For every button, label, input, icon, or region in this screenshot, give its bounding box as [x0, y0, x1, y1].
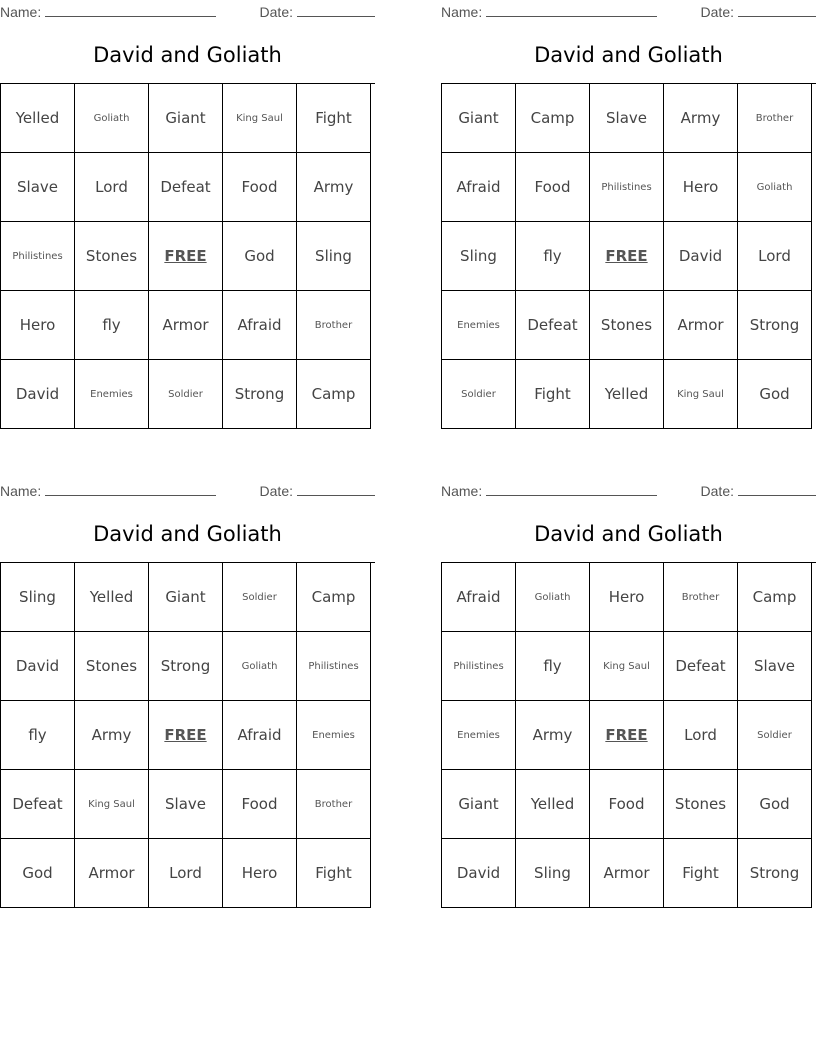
date-field: [260, 481, 375, 499]
bingo-cell: Brother: [297, 770, 371, 839]
date-blank-line: [738, 481, 816, 496]
bingo-cell: Enemies: [442, 701, 516, 770]
bingo-cell: Sling: [516, 839, 590, 908]
bingo-cell: Fight: [664, 839, 738, 908]
bingo-cell: Food: [516, 153, 590, 222]
bingo-cell: God: [738, 360, 812, 429]
bingo-cell: Philistines: [297, 632, 371, 701]
bingo-card: [0, 479, 375, 908]
name-field: [0, 481, 216, 499]
bingo-cell: Sling: [297, 222, 371, 291]
bingo-cell: Goliath: [738, 153, 812, 222]
bingo-cell: King Saul: [664, 360, 738, 429]
bingo-cell: David: [664, 222, 738, 291]
card-header: [0, 479, 375, 501]
name-blank-line: [486, 481, 657, 496]
bingo-cell: Yelled: [75, 563, 149, 632]
bingo-cell: Strong: [738, 839, 812, 908]
bingo-cell: Stones: [664, 770, 738, 839]
bingo-cell: King Saul: [590, 632, 664, 701]
bingo-cell: David: [1, 360, 75, 429]
bingo-cell: Army: [75, 701, 149, 770]
bingo-cell: David: [442, 839, 516, 908]
bingo-cell: Defeat: [149, 153, 223, 222]
name-blank-line: [486, 2, 657, 17]
bingo-cell: Armor: [590, 839, 664, 908]
bingo-cell: Giant: [149, 84, 223, 153]
bingo-cell: Slave: [149, 770, 223, 839]
bingo-cell: Hero: [1, 291, 75, 360]
date-label: Date:: [700, 4, 734, 20]
name-label: Name:: [441, 483, 483, 499]
bingo-cell: Camp: [738, 563, 812, 632]
bingo-cell: Hero: [664, 153, 738, 222]
bingo-cell: Strong: [738, 291, 812, 360]
bingo-cell: Goliath: [516, 563, 590, 632]
card-header: [441, 479, 816, 501]
name-blank-line: [45, 481, 216, 496]
bingo-cell: fly: [75, 291, 149, 360]
bingo-cell: Fight: [516, 360, 590, 429]
bingo-cell: Fight: [297, 84, 371, 153]
name-label: Name:: [0, 4, 42, 20]
bingo-cell: Lord: [664, 701, 738, 770]
bingo-cell: Defeat: [1, 770, 75, 839]
date-blank-line: [297, 481, 375, 496]
bingo-cell: Strong: [223, 360, 297, 429]
card-title: David and Goliath: [93, 43, 282, 67]
card-title: David and Goliath: [534, 43, 723, 67]
name-field: [0, 2, 216, 20]
bingo-cell: Philistines: [442, 632, 516, 701]
bingo-card: [0, 0, 375, 429]
bingo-cell: Food: [223, 153, 297, 222]
bingo-cell: Giant: [442, 770, 516, 839]
bingo-cell: David: [1, 632, 75, 701]
name-label: Name:: [0, 483, 42, 499]
bingo-cell: Enemies: [442, 291, 516, 360]
bingo-cell: Slave: [1, 153, 75, 222]
date-field: [701, 481, 816, 499]
bingo-cell: Afraid: [442, 563, 516, 632]
bingo-card: [441, 479, 816, 908]
bingo-cell: Soldier: [738, 701, 812, 770]
bingo-cell: Fight: [297, 839, 371, 908]
card-header: [441, 0, 816, 22]
name-field: [441, 481, 657, 499]
bingo-grid: [441, 83, 816, 429]
bingo-cell: Armor: [149, 291, 223, 360]
bingo-cell: fly: [1, 701, 75, 770]
bingo-grid: [441, 562, 816, 908]
bingo-cell: God: [738, 770, 812, 839]
bingo-cell: Stones: [75, 632, 149, 701]
bingo-cell: Stones: [590, 291, 664, 360]
date-label: Date:: [700, 483, 734, 499]
name-blank-line: [45, 2, 216, 17]
date-blank-line: [297, 2, 375, 17]
date-label: Date:: [259, 4, 293, 20]
bingo-cell: God: [1, 839, 75, 908]
bingo-cell: Afraid: [442, 153, 516, 222]
bingo-cell: Brother: [297, 291, 371, 360]
bingo-cell: Armor: [75, 839, 149, 908]
bingo-cell: Food: [590, 770, 664, 839]
bingo-cell: Hero: [223, 839, 297, 908]
bingo-grid: [0, 562, 375, 908]
bingo-cell: Soldier: [442, 360, 516, 429]
bingo-cell: Soldier: [223, 563, 297, 632]
bingo-cell: Camp: [297, 360, 371, 429]
date-label: Date:: [259, 483, 293, 499]
bingo-cell: Hero: [590, 563, 664, 632]
bingo-cell: God: [223, 222, 297, 291]
bingo-cell: Afraid: [223, 291, 297, 360]
bingo-cell: Armor: [664, 291, 738, 360]
bingo-cell: Giant: [442, 84, 516, 153]
bingo-cell: Soldier: [149, 360, 223, 429]
bingo-cell: Army: [516, 701, 590, 770]
bingo-cell: Philistines: [1, 222, 75, 291]
bingo-cell: fly: [516, 222, 590, 291]
bingo-cell: Army: [297, 153, 371, 222]
bingo-cell: Army: [664, 84, 738, 153]
bingo-cell: Afraid: [223, 701, 297, 770]
bingo-cell: Slave: [738, 632, 812, 701]
bingo-cell: Yelled: [590, 360, 664, 429]
bingo-cell: Defeat: [664, 632, 738, 701]
bingo-grid: [0, 83, 375, 429]
bingo-cell: Food: [223, 770, 297, 839]
free-space-cell: FREE: [149, 222, 223, 291]
bingo-card: [441, 0, 816, 429]
bingo-cell: Yelled: [1, 84, 75, 153]
bingo-cell: King Saul: [223, 84, 297, 153]
card-title: David and Goliath: [93, 522, 282, 546]
bingo-cell: Lord: [149, 839, 223, 908]
bingo-cell: fly: [516, 632, 590, 701]
card-title: David and Goliath: [534, 522, 723, 546]
name-field: [441, 2, 657, 20]
bingo-cell: Stones: [75, 222, 149, 291]
date-blank-line: [738, 2, 816, 17]
bingo-cell: Yelled: [516, 770, 590, 839]
bingo-cell: Defeat: [516, 291, 590, 360]
bingo-cell: Strong: [149, 632, 223, 701]
bingo-cell: Goliath: [223, 632, 297, 701]
bingo-cell: Sling: [1, 563, 75, 632]
bingo-cell: Lord: [75, 153, 149, 222]
bingo-cell: Enemies: [75, 360, 149, 429]
free-space-cell: FREE: [149, 701, 223, 770]
bingo-cell: Sling: [442, 222, 516, 291]
date-field: [701, 2, 816, 20]
bingo-cell: Lord: [738, 222, 812, 291]
name-label: Name:: [441, 4, 483, 20]
bingo-cell: Giant: [149, 563, 223, 632]
bingo-cell: Enemies: [297, 701, 371, 770]
free-space-cell: FREE: [590, 701, 664, 770]
bingo-cell: Camp: [516, 84, 590, 153]
bingo-cell: Brother: [664, 563, 738, 632]
bingo-cell: Camp: [297, 563, 371, 632]
bingo-cell: Philistines: [590, 153, 664, 222]
bingo-cell: Goliath: [75, 84, 149, 153]
bingo-cell: King Saul: [75, 770, 149, 839]
bingo-cell: Brother: [738, 84, 812, 153]
date-field: [260, 2, 375, 20]
free-space-cell: FREE: [590, 222, 664, 291]
bingo-cell: Slave: [590, 84, 664, 153]
card-header: [0, 0, 375, 22]
